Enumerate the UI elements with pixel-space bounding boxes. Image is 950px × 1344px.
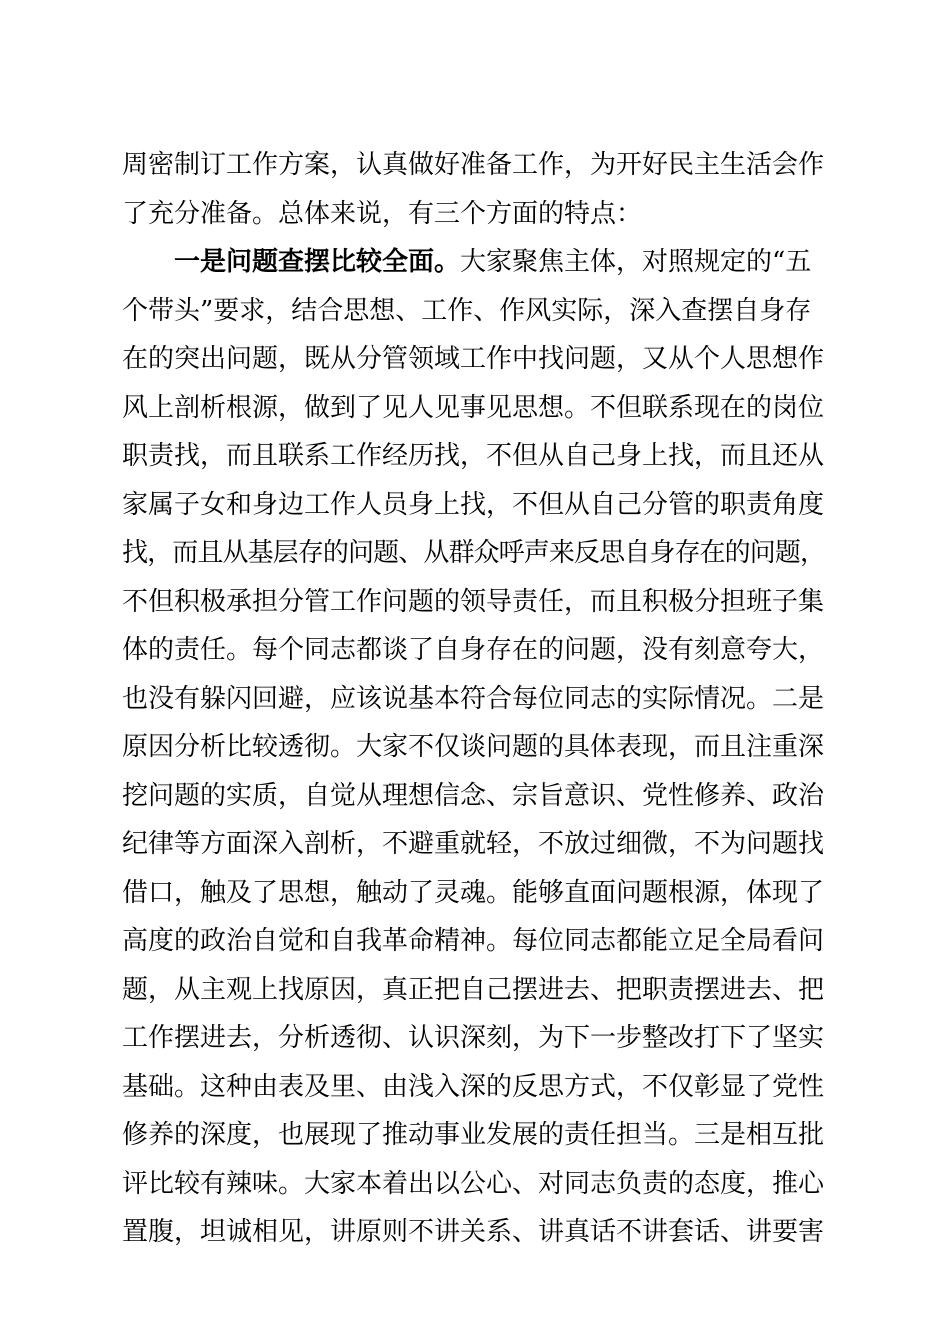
text-line: 评比较有辣味。大家本着出以公心、对同志负责的态度，推心 [122, 1168, 825, 1199]
body-text [122, 141, 826, 1257]
text-line: 基础。这种由表及里、由浅入深的反思方式，不仅彰显了党性 [122, 1071, 825, 1102]
text-line: 了充分准备。总体来说，有三个方面的特点： [122, 198, 643, 229]
text-line: 个带头”要求，结合思想、工作、作风实际，深入查摆自身存 [122, 295, 812, 326]
text-line: 题，从主观上找原因，真正把自己摆进去、把职责摆进去、把 [122, 974, 825, 1005]
text-line: 找，而且从基层存的问题、从群众呼声来反思自身存在的问题， [122, 538, 826, 568]
text-line: 工作摆进去，分析透彻、认识深刻，为下一步整改打下了坚实 [122, 1023, 825, 1053]
text-line: 风上剖析根源，做到了见人见事见思想。不但联系现在的岗位 [122, 392, 825, 423]
text-line: 原因分析比较透彻。大家不仅谈问题的具体表现，而且注重深 [122, 732, 825, 762]
text-line: 修养的深度，也展现了推动事业发展的责任担当。三是相互批 [122, 1120, 825, 1150]
text-line: 也没有躲闪回避，应该说基本符合每位同志的实际情况。二是 [122, 683, 825, 714]
text-line: 职责找，而且联系工作经历找，不但从自己身上找，而且还从 [122, 441, 825, 471]
text-line: 借口，触及了思想，触动了灵魂。能够直面问题根源，体现了 [122, 877, 825, 908]
paragraph-lead: 一是问题查摆比较全面。 [174, 247, 461, 277]
text-line: 周密制订工作方案，认真做好准备工作，为开好民主生活会作 [122, 150, 825, 180]
text-line: 在的突出问题，既从分管领域工作中找问题，又从个人思想作 [122, 344, 825, 374]
text-line: 挖问题的实质，自觉从理想信念、宗旨意识、党性修养、政治 [122, 780, 825, 811]
text-line: 不但积极承担分管工作问题的领导责任，而且积极分担班子集 [122, 586, 825, 617]
paragraph-start-line [122, 238, 826, 287]
text-line: 置腹，坦诚相见，讲原则不讲关系、讲真话不讲套话、讲要害 [122, 1217, 825, 1247]
paragraph-text: 大家聚焦主体，对照规定的“五 [460, 247, 812, 277]
text-line: 体的责任。每个同志都谈了自身存在的问题，没有刻意夸大， [122, 635, 825, 665]
text-line: 家属子女和身边工作人员身上找，不但从自己分管的职责角度 [122, 489, 825, 520]
text-line: 纪律等方面深入剖析，不避重就轻，不放过细微，不为问题找 [122, 829, 825, 859]
text-line: 高度的政治自觉和自我革命精神。每位同志都能立足全局看问 [122, 926, 825, 956]
